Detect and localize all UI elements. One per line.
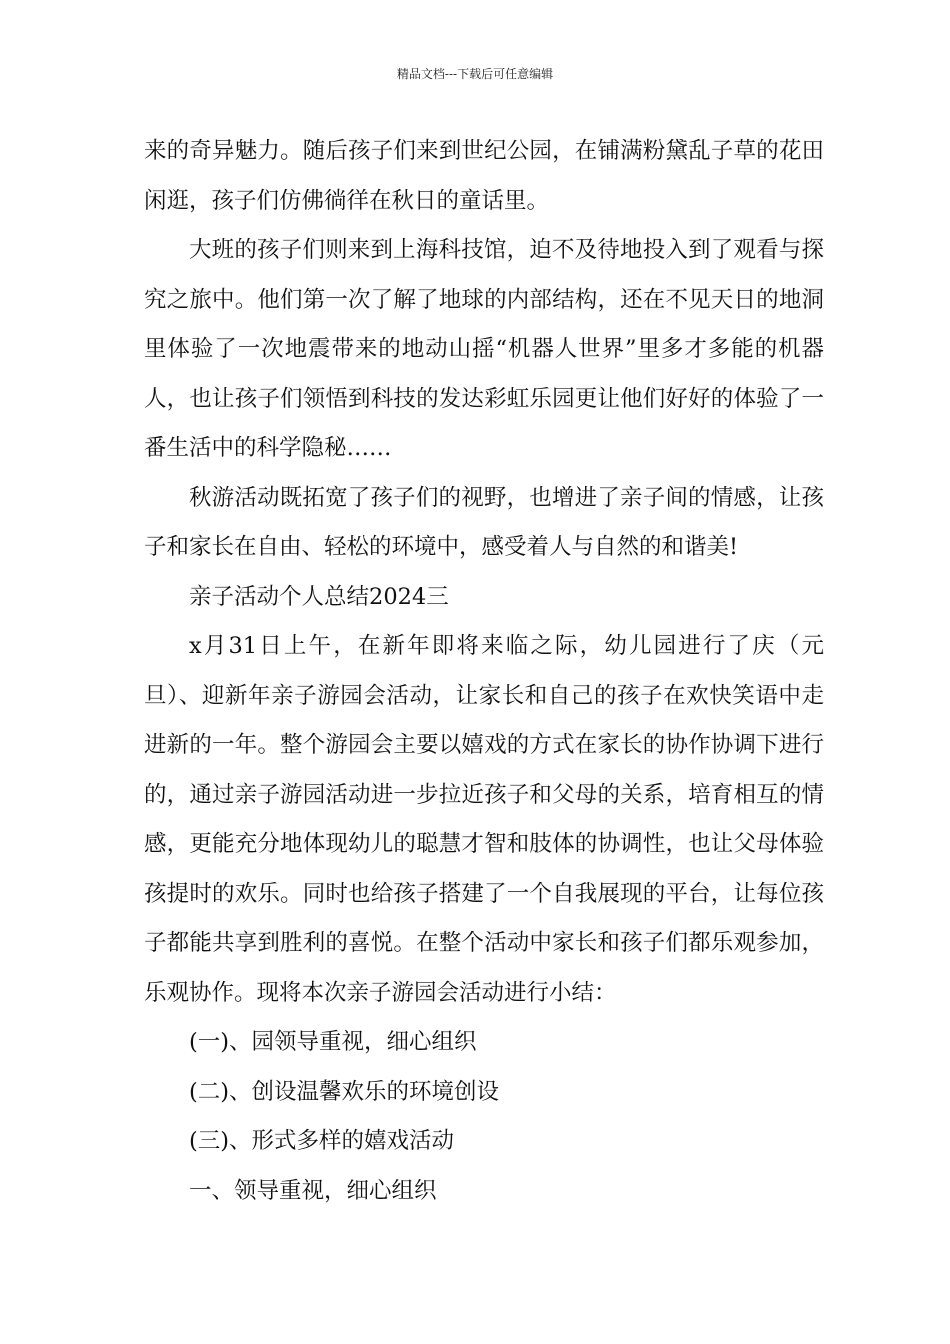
- subsection-heading: 一、领导重视，细心组织: [189, 1177, 437, 1204]
- page-header: 精品文档---下载后可任意编辑: [396, 67, 554, 81]
- paragraph-continuation: 来的奇异魅力。随后孩子们来到世纪公园，在铺满粉黛乱子草的花田闲逛，孩子们仿佛徜徉在秋日的童话里。: [144, 138, 824, 214]
- section-heading: 亲子活动个人总结2024三: [189, 583, 449, 610]
- list-item-2: (二)、创设温馨欢乐的环境创设: [189, 1078, 500, 1105]
- list-item-1: (一)、园领导重视，细心组织: [189, 1029, 477, 1055]
- list-item-3: (三)、形式多样的嬉戏活动: [189, 1128, 455, 1154]
- document-body: [144, 127, 824, 1216]
- paragraph-new-year-event: x月31日上午，在新年即将来临之际，幼儿园进行了庆（元旦）、迎新年亲子游园会活动，让家长和自己的孩子在欢快笑语中走进新的一年。整个游园会主要以嬉戏的方式在家长的协作协调下进行的，通过亲子游园活动进一步拉近孩子和父母的关系，培育相互的情感，更能充分地体现幼儿的聪慧才智和肢体的协调性，也让父母体验孩提时的欢乐。同时也给孩子搭建了一个自我展现的平台，让每位孩子都能共享到胜利的喜悦。在整个活动中家长和孩子们都乐观参加，乐观协作。现将本次亲子游园会活动进行小结：: [144, 633, 824, 1006]
- paragraph-autumn-outing-summary: 秋游活动既拓宽了孩子们的视野，也增进了亲子间的情感，让孩子和家长在自由、轻松的环境中，感受着人与自然的和谐美!: [144, 484, 824, 560]
- paragraph-science-museum: 大班的孩子们则来到上海科技馆，迫不及待地投入到了观看与探究之旅中。他们第一次了解了地球的内部结构，还在不见天日的地洞里体验了一次地震带来的地动山摇“机器人世界”里多才多能的机器人，也让孩子们领悟到科技的发达彩虹乐园更让他们好好的体验了一番生活中的科学隐秘……: [144, 237, 824, 461]
